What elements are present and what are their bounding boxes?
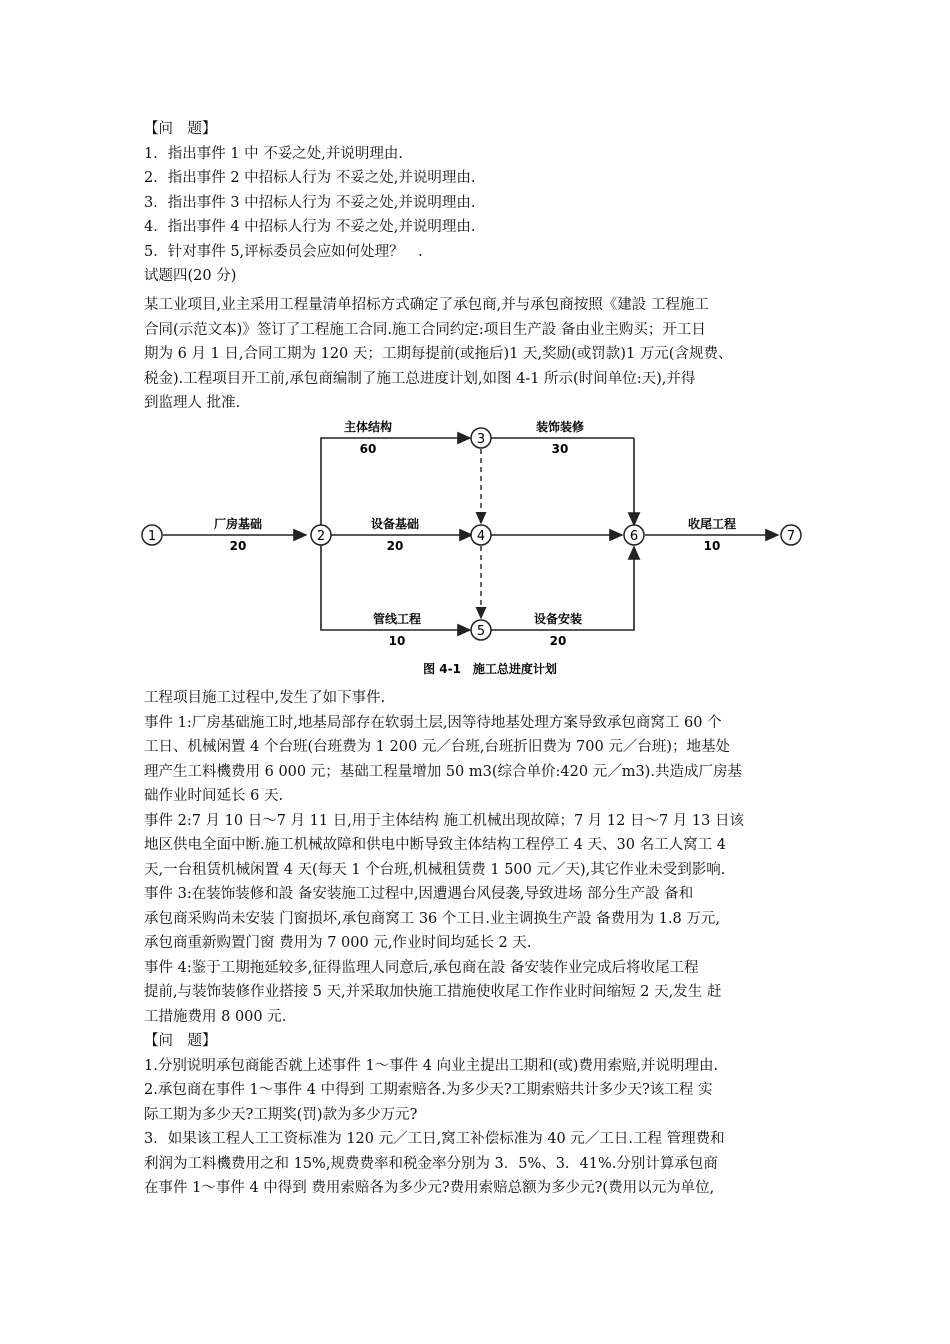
- text-line: 地区供电全面中断.施工机械故障和供电中断导致主体结构工程停工 4 天、30 名工人窝工 4: [144, 837, 726, 853]
- text-line: 工程项目施工过程中,发生了如下事件.: [144, 690, 386, 706]
- section-heading: 【问 题】: [144, 121, 217, 137]
- intro-line: 税金).工程项目开工前,承包商编制了施工总进度计划,如图 4-1 所示(时间单位:天),并得: [144, 370, 696, 387]
- text-line: 事件 2:7 月 10 日～7 月 11 日,用于主体结构 施工机械出现故障；7 月 12 日～7 月 13 日该: [144, 812, 744, 829]
- events-section: [144, 686, 810, 1201]
- question-item: 5．针对事件 5,评标委员会应如何处理？ .: [144, 243, 423, 260]
- node-7: [781, 525, 801, 545]
- text-line: 2.承包商在事件 1～事件 4 中得到 工期索赔各.为多少天?工期索赔共计多少天?该工程 实: [144, 1082, 713, 1098]
- activity-duration: 10: [703, 539, 721, 553]
- activity-duration: 20: [229, 539, 247, 553]
- node-4: [471, 525, 491, 545]
- text-line: 事件 3:在装饰装修和設 备安装施工过程中,因遭遇台风侵袭,导致进场 部分生产設 备和: [144, 886, 694, 902]
- text-line: 1.分别说明承包商能否就上述事件 1～事件 4 向业主提出工期和(或)费用索赔,并说明理由.: [144, 1057, 719, 1074]
- question-item: 4．指出事件 4 中招标人行为 不妥之处,并说明理由.: [144, 219, 476, 235]
- exam-title: 试题四(20 分): [144, 268, 237, 284]
- node-5: [471, 620, 491, 640]
- text-line: 承包商采购尚未安装 门窗损坏,承包商窝工 36 个工日.业主调换生产設 备费用为 1.8 万元,: [144, 910, 720, 927]
- svg-text:3: 3: [476, 432, 486, 447]
- node-1: [142, 525, 162, 545]
- text-line: 工日、机械闲置 4 个台班(台班费为 1 200 元／台班,台班折旧费为 700 元／台班)；地基处: [144, 739, 730, 755]
- svg-text:2: 2: [316, 529, 326, 544]
- network-diagram: [140, 415, 810, 680]
- text-line: 理产生工料機费用 6 000 元；基础工程量增加 50 m3(综合单价:420 元／m3).共造成厂房基: [144, 763, 742, 780]
- section-heading: 【问 题】: [144, 1033, 217, 1049]
- intro-line: 期为 6 月 1 日,合同工期为 120 天；工期每提前(或拖后)1 天,奖励(或罚款)1 万元(含规费、: [144, 346, 733, 362]
- question-section-1: [144, 117, 810, 289]
- node-3: [471, 428, 491, 448]
- text-line: 天,一台租赁机械闲置 4 天(每天 1 个台班,机械租赁费 1 500 元／天),其它作业未受到影响.: [144, 861, 726, 878]
- text-line: 础作业时间延长 6 天.: [144, 788, 284, 804]
- activity-duration: 20: [386, 539, 404, 553]
- diagram-caption: 图 4-1 施工总进度计划: [423, 662, 557, 676]
- text-line: 承包商重新购置门窗 费用为 7 000 元,作业时间均延长 2 天.: [144, 935, 532, 951]
- text-line: 在事件 1～事件 4 中得到 费用索赔各为多少元?费用索赔总额为多少元?(费用以元为单位,: [144, 1180, 715, 1196]
- activity-name: 厂房基础: [213, 517, 263, 531]
- arrow-2-3: [321, 438, 470, 527]
- intro-line: 到监理人 批准.: [144, 395, 241, 411]
- question-item: 3．指出事件 3 中招标人行为 不妥之处,并说明理由.: [144, 194, 476, 211]
- svg-text:6: 6: [629, 529, 639, 544]
- svg-text:4: 4: [476, 529, 486, 544]
- activity-duration: 10: [388, 634, 406, 648]
- activity-duration: 60: [359, 442, 377, 456]
- activity-name: 主体结构: [343, 420, 393, 434]
- question-item: 1．指出事件 1 中 不妥之处,并说明理由.: [144, 145, 403, 162]
- text-line: 提前,与装饰装修作业搭接 5 天,并采取加快施工措施使收尾工作作业时间缩短 2 天,发生 赶: [144, 984, 722, 1000]
- question-item: 2．指出事件 2 中招标人行为 不妥之处,并说明理由.: [144, 170, 476, 186]
- text-line: 利润为工料機费用之和 15%,规费费率和税金率分别为 3．5%、3．41%.分别计算承包商: [144, 1155, 718, 1172]
- activity-name: 收尾工程: [687, 517, 737, 531]
- activity-name: 装饰装修: [535, 420, 585, 434]
- text-line: 际工期为多少天?工期奖(罚)款为多少万元?: [144, 1106, 418, 1123]
- activity-name: 设备基础: [370, 517, 420, 531]
- exam4-intro: [144, 293, 810, 416]
- svg-text:7: 7: [786, 529, 796, 544]
- text-line: 工措施费用 8 000 元.: [144, 1008, 287, 1025]
- text-line: 3．如果该工程人工工资标准为 120 元／工日,窝工补偿标准为 40 元／工日.工程 管理费和: [144, 1131, 725, 1147]
- svg-text:5: 5: [476, 624, 486, 639]
- intro-line: 合同(示范文本)》签订了工程施工合同.施工合同约定:项目生产設 备由业主购买；开工日: [144, 321, 706, 338]
- text-line: 事件 1:厂房基础施工时,地基局部存在软弱土层,因等待地基处理方案导致承包商窝工 60 个: [144, 714, 722, 731]
- text-line: 事件 4:鉴于工期拖延较多,征得监理人同意后,承包商在設 备安装作业完成后将收尾工程: [144, 959, 699, 976]
- node-2: [311, 525, 331, 545]
- activity-name: 管线工程: [372, 612, 422, 626]
- node-6: [624, 525, 644, 545]
- intro-line: 某工业项目,业主采用工程量清单招标方式确定了承包商,并与承包商按照《建設 工程施工: [144, 297, 709, 313]
- activity-name: 设备安装: [533, 612, 583, 626]
- svg-text:1: 1: [147, 529, 157, 544]
- activity-duration: 30: [551, 442, 569, 456]
- activity-duration: 20: [549, 634, 567, 648]
